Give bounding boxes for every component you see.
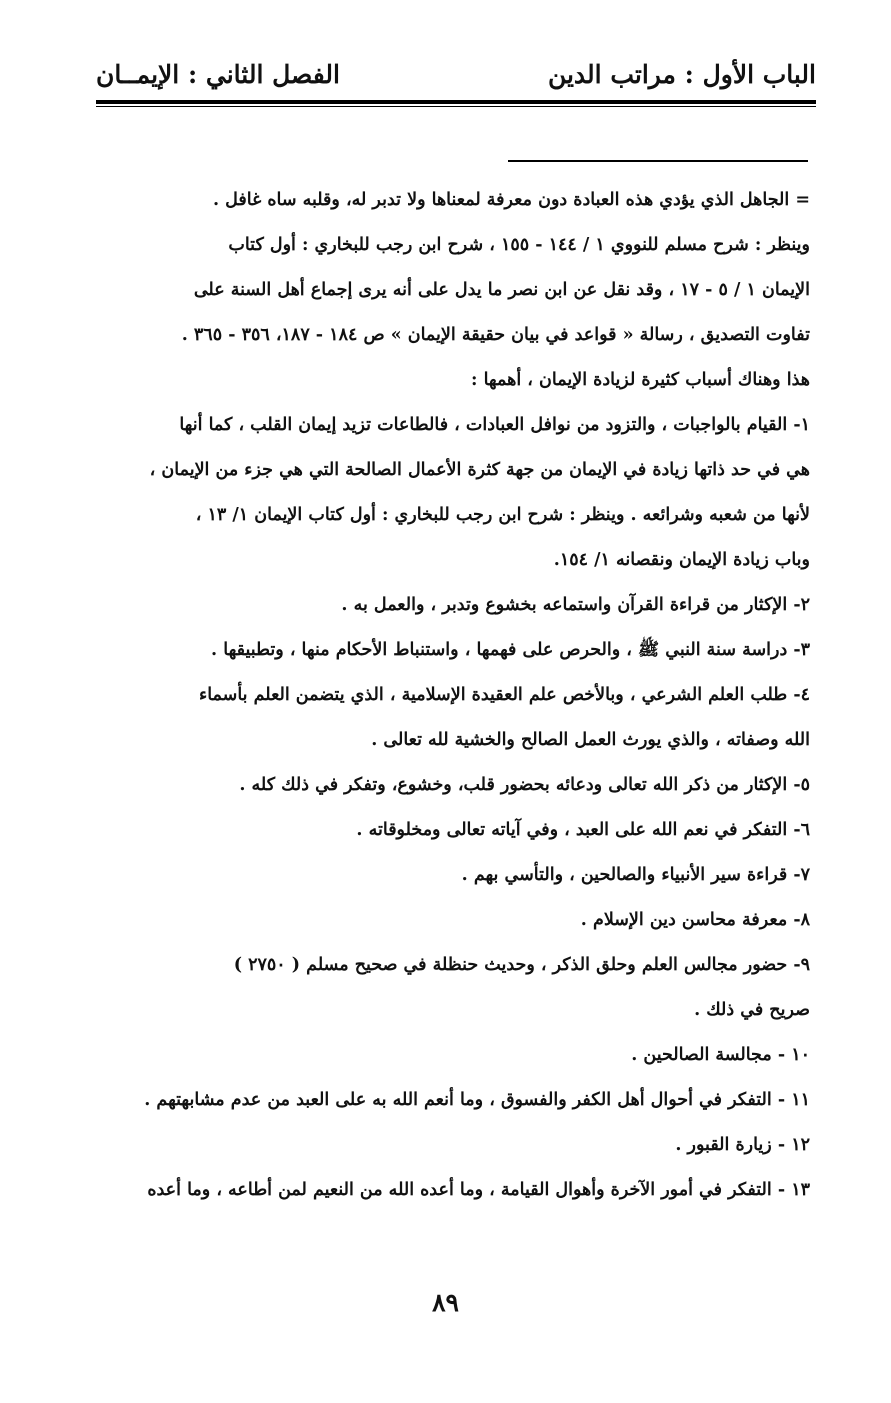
- header-rule-thick: [96, 100, 816, 104]
- header-section-title: الفصل الثاني : الإيمــان: [96, 60, 340, 89]
- list-item-line: ١٠ - مجالسة الصالحين .: [631, 1045, 810, 1065]
- list-item-line: ١- القيام بالواجبات ، والتزود من نوافل العبادات ، فالطاعات تزيد إيمان القلب ، كما أنها: [179, 415, 810, 435]
- footnote-line: = الجاهل الذي يؤدي هذه العبادة دون معرفة لمعناها ولا تدبر له، وقلبه ساه غافل .: [212, 190, 810, 210]
- list-item-line: لأنها من شعبه وشرائعه . وينظر : شرح ابن رجب للبخاري : أول كتاب الإيمان ١/ ١٣ ،: [195, 505, 810, 525]
- list-item-line: ٩- حضور مجالس العلم وحلق الذكر ، وحديث حنظلة في صحيح مسلم ( ٢٧٥٠ ): [233, 955, 810, 975]
- list-item-line: ٣- دراسة سنة النبي ﷺ ، والحرص على فهمها ، واستنباط الأحكام منها ، وتطبيقها .: [211, 640, 810, 660]
- list-item-line: ٤- طلب العلم الشرعي ، وبالأخص علم العقيدة الإسلامية ، الذي يتضمن العلم بأسماء: [199, 685, 810, 705]
- list-item-line: هي في حد ذاتها زيادة في الإيمان من جهة كثرة الأعمال الصالحة التي هي جزء من الإيمان ،: [149, 460, 810, 480]
- intro-line: هذا وهناك أسباب كثيرة لزيادة الإيمان ، أهمها :: [471, 370, 810, 390]
- running-header: [96, 54, 816, 100]
- header-rule-thin: [96, 106, 816, 107]
- list-item-line: ١١ - التفكر في أحوال أهل الكفر والفسوق ، وما أنعم الله به على العبد من عدم مشابهتهم .: [144, 1090, 810, 1110]
- footnote-line: تفاوت التصديق ، رسالة « قواعد في بيان حقيقة الإيمان » ص ١٨٤ - ١٨٧، ٣٥٦ - ٣٦٥ .: [181, 325, 810, 345]
- list-item-line: ٨- معرفة محاسن دين الإسلام .: [580, 910, 810, 930]
- list-item-line: ٥- الإكثار من ذكر الله تعالى ودعائه بحضور قلب، وخشوع، وتفكر في ذلك كله .: [239, 775, 810, 795]
- list-item-line: صريح في ذلك .: [694, 1000, 810, 1020]
- list-item-line: ١٣ - التفكر في أمور الآخرة وأهوال القيامة ، وما أعده الله من النعيم لمن أطاعه ، وما أعده: [147, 1180, 810, 1200]
- list-item-line: ١٢ - زيارة القبور .: [675, 1135, 810, 1155]
- list-item-line: وباب زيادة الإيمان ونقصانه ١/ ١٥٤.: [553, 550, 810, 570]
- footnote-line: الإيمان ١ / ٥ - ١٧ ، وقد نقل عن ابن نصر ما يدل على أنه يرى إجماع أهل السنة على: [193, 280, 810, 300]
- header-chapter-title: الباب الأول : مراتب الدين: [547, 60, 816, 89]
- list-item-line: الله وصفاته ، والذي يورث العمل الصالح والخشية لله تعالى .: [371, 730, 810, 750]
- footnote-line: وينظر : شرح مسلم للنووي ١ / ١٤٤ - ١٥٥ ، شرح ابن رجب للبخاري : أول كتاب: [228, 235, 810, 255]
- list-item-line: ٧- قراءة سير الأنبياء والصالحين ، والتأسي بهم .: [461, 865, 810, 885]
- list-item-line: ٦- التفكر في نعم الله على العبد ، وفي آياته تعالى ومخلوقاته .: [356, 820, 810, 840]
- list-item-line: ٢- الإكثار من قراءة القرآن واستماعه بخشوع وتدبر ، والعمل به .: [341, 595, 810, 615]
- footnote-separator: [508, 160, 808, 162]
- body-text: [104, 178, 810, 1213]
- page-number: ٨٩: [432, 1288, 459, 1317]
